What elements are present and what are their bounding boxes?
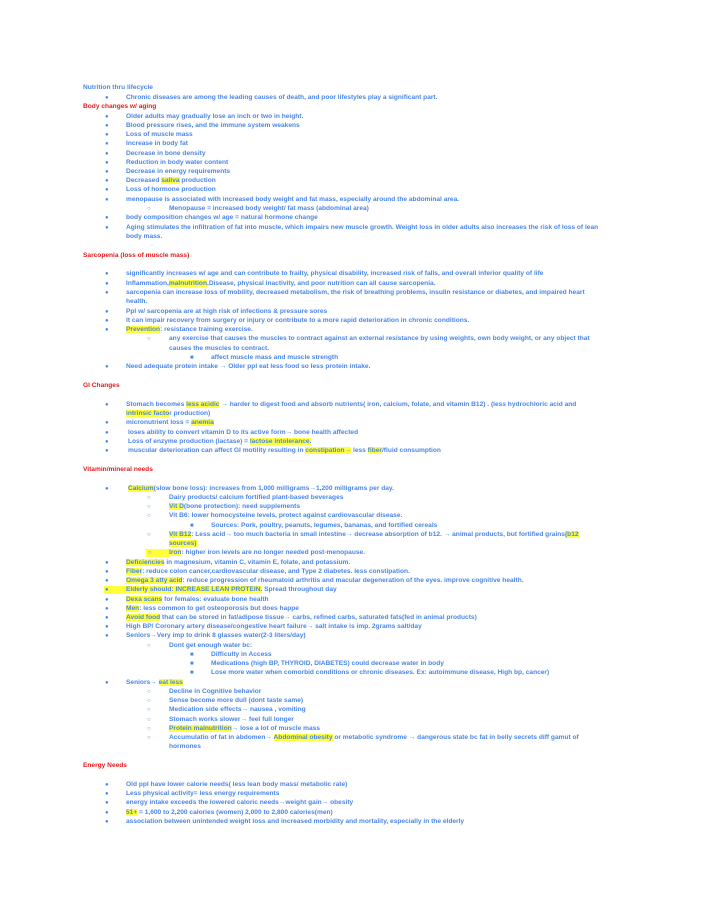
highlight: Deficiencies xyxy=(126,559,165,566)
bullet-icon: ● xyxy=(105,430,109,436)
list-item: Inflammation,malnutrition,Disease, physical inactivity, and poor nutrition can all cause sarcopenia. xyxy=(126,280,436,287)
bullet-icon: ● xyxy=(105,615,109,621)
bullet-icon: ● xyxy=(105,819,109,825)
highlight: intrinsic facto xyxy=(126,410,170,417)
list-item: Men: less common to get osteoporosis but does happe xyxy=(126,605,299,612)
list-item: muscular deterioration can affect GI motility resulting in constipation→ less fiber/fluid consumption xyxy=(128,447,441,454)
highlight: constipation→ xyxy=(305,447,352,454)
bullet-icon: ○ xyxy=(147,698,151,704)
list-item: Decrease in bone density xyxy=(126,150,206,157)
list-item: sarcopenia can increase loss of mobility, decreased metabolism, the risk of breathing problems, insulin resistance or diabetes, and impaired heart xyxy=(126,289,585,296)
bullet-icon: ● xyxy=(104,586,127,594)
bullet-icon: ● xyxy=(105,169,109,175)
list-item: association between unintended weight loss and increased morbidity and mortality, especially in the elderly xyxy=(126,818,465,825)
section-heading-sarcopenia: Sarcopenia (loss of muscle mass) xyxy=(83,252,190,259)
list-item: High BP/ Coronary artery disease/congestive heart failure→ salt intake is imp. 2grams salt/day xyxy=(126,623,422,630)
highlight: Men xyxy=(126,605,140,612)
bullet-icon: ● xyxy=(105,486,109,492)
bullet-icon: ● xyxy=(105,114,109,120)
list-item: Reduction in body water content xyxy=(126,159,229,166)
list-item-continued: causes the muscles to contract. xyxy=(169,345,270,352)
list-item-continued xyxy=(169,540,197,548)
list-item: Elderly should: INCREASE LEAN PROTEIN. Spread throughout day xyxy=(126,586,337,593)
bullet-icon: ● xyxy=(105,560,109,566)
highlight: Vit B12 xyxy=(169,531,192,538)
bullet-icon: ○ xyxy=(147,336,151,342)
highlight: Prevention xyxy=(126,326,161,333)
bullet-icon: ○ xyxy=(147,726,151,732)
list-item: loses ability to convert vitamin D to its active form→ bone health affected xyxy=(128,429,359,436)
document-title: Nutrition thru lifecycle xyxy=(83,84,153,91)
highlight: anemia xyxy=(191,419,214,426)
list-item: menopause is associated with increased body weight and fat mass, especially around the abdominal area. xyxy=(126,196,460,203)
bullet-icon: ● xyxy=(105,187,109,193)
highlight: Abdominal obesity xyxy=(273,734,333,741)
bullet-icon: ■ xyxy=(190,652,194,658)
bullet-icon: ○ xyxy=(147,735,151,741)
bullet-icon: ● xyxy=(105,800,109,806)
highlight: Elderly should: INCREASE LEAN PROTEIN. xyxy=(126,586,263,593)
list-item: Loss of enzyme production (lactase) = lactose intolerance. xyxy=(128,438,312,445)
list-item: Vit D(bone protection): need supplements xyxy=(169,503,301,510)
bullet-icon: ○ xyxy=(147,504,151,510)
highlight: Protein malnutrition xyxy=(169,725,232,732)
list-item: Aging stimulates the infiltration of fat into muscle, which impairs new muscle growth. Weight loss in older adults also increases the risk of loss of lean xyxy=(126,224,599,231)
bullet-icon: ● xyxy=(105,141,109,147)
bullet-icon: ○ xyxy=(147,707,151,713)
list-item: Deficiencies in magnesium, vitamin C, vitamin E, folate, and potassium. xyxy=(126,559,351,566)
list-item: Avoid food that can be stored in fat/adipose tissue→ carbs, refined carbs, saturated fats(fed in animal products) xyxy=(126,614,477,621)
bullet-icon: ● xyxy=(105,197,109,203)
bullet-icon: ○ xyxy=(147,717,151,723)
list-item: Seniors→ eat less xyxy=(126,679,183,686)
bullet-icon: ● xyxy=(105,309,109,315)
list-item: Less physical activity= less energy requirements xyxy=(126,790,280,797)
list-item: Old ppl have lower calorie needs( less lean body mass/ metabolic rate) xyxy=(126,781,348,788)
list-item: Sense become more dull (dont taste same) xyxy=(169,697,304,704)
highlight: Iron xyxy=(169,549,182,556)
bullet-icon: ● xyxy=(105,281,109,287)
list-item: micronutrient loss = anemia xyxy=(126,419,214,426)
list-item: Decreased saliva production xyxy=(126,177,216,184)
bullet-icon: ● xyxy=(105,782,109,788)
bullet-icon: ● xyxy=(105,439,109,445)
bullet-icon: ● xyxy=(105,810,109,816)
bullet-icon: ● xyxy=(105,290,109,296)
list-item: Blood pressure rises, and the immune system weakens xyxy=(126,122,300,129)
bullet-icon: ● xyxy=(105,160,109,166)
list-item: Protein malnutrition→ lose a lot of muscle mass xyxy=(169,725,320,732)
list-item: Difficulty in Access xyxy=(211,651,272,658)
list-item: Calcium(slow bone loss): increases from 1,000 milligrams→1,200 milligrams per day. xyxy=(128,485,394,492)
list-item: Decrease in energy requirements xyxy=(126,168,231,175)
highlight: sources) xyxy=(169,540,197,547)
list-item: Iron: higher iron levels are no longer needed post-menopause. xyxy=(169,549,366,556)
list-item: Menopause = increased body weight/ fat mass (abdominal area) xyxy=(169,205,369,212)
highlight: fiber xyxy=(367,447,382,454)
list-item: 51+ = 1,600 to 2,200 calories (women) 2,000 to 2,800 calories(men) xyxy=(126,809,333,816)
list-item: Medication side effects→ nausea , vomiting xyxy=(169,706,306,713)
list-item: significantly increases w/ age and can contribute to frailty, physical disability, increased risk of falls, and overall inferior quality of life xyxy=(126,270,544,277)
list-item-continued: intrinsic factor production) xyxy=(126,410,211,417)
list-item-continued: hormones xyxy=(169,743,201,750)
list-item: Fiber: reduce colon cancer,cardiovascular disease, and Type 2 diabetes. less constipation. xyxy=(126,568,410,575)
list-item: Prevention: resistance training exercise. xyxy=(126,326,253,333)
highlight: malnutrition xyxy=(168,280,207,287)
bullet-icon: ○ xyxy=(147,513,151,519)
list-item: energy intake exceeds the lowered caloric needs→weight gain→ obesity xyxy=(126,799,354,806)
bullet-icon: ● xyxy=(105,132,109,138)
highlight: 51+ xyxy=(126,809,138,816)
highlight: Calcium xyxy=(128,485,154,492)
intro-text: Chronic diseases are among the leading causes of death, and poor lifestyles play a significant part. xyxy=(126,94,438,101)
bullet-icon: ● xyxy=(105,327,109,333)
bullet-icon: ● xyxy=(105,318,109,324)
highlight: Avoid food xyxy=(126,614,161,621)
bullet-icon: ● xyxy=(105,151,109,157)
highlight: less acidic xyxy=(186,401,220,408)
list-item: Decline in Cognitive behavior xyxy=(169,688,262,695)
bullet-icon: ● xyxy=(105,95,109,101)
bullet-icon: ● xyxy=(105,178,109,184)
list-item: Sources: Pork, poultry, peanuts, legumes, bananas, and fortified cereals xyxy=(211,522,438,529)
list-item: Vit B12: Less acid→ too much bacteria in small intestine→ decrease absorption of b12. → animal products, but fortified grains(b12 xyxy=(169,531,579,538)
bullet-icon: ○ xyxy=(147,643,151,649)
highlight: (b12 xyxy=(564,531,579,538)
list-item: Medications (high BP, THYROID, DIABETES) could decrease water in body xyxy=(211,660,444,667)
bullet-icon: ● xyxy=(105,271,109,277)
list-item-continued: body mass. xyxy=(126,233,163,240)
list-item: body composition changes w/ age = natural hormone change xyxy=(126,214,318,221)
bullet-icon: ● xyxy=(105,680,109,686)
bullet-icon: ● xyxy=(105,578,109,584)
list-item: any exercise that causes the muscles to contract against an external resistance by using weights, own body weight, or any object that xyxy=(169,335,590,342)
bullet-icon: ● xyxy=(105,606,109,612)
list-item: Omega 3 atty acid: reduce progression of rheumatoid arthritis and macular degeneration of the eyes. improve cognitive health. xyxy=(126,577,524,584)
bullet-icon: ○ xyxy=(147,495,151,501)
section-heading-body-changes: Body changes w/ aging xyxy=(83,103,157,110)
list-item: Need adequate protein intake → Older ppl eat less food so less protein intake. xyxy=(126,363,371,370)
bullet-icon: ○ xyxy=(147,206,151,212)
bullet-icon: ● xyxy=(105,420,109,426)
list-item: Increase in body fat xyxy=(126,140,188,147)
list-item: Stomach works slower→ feel full longer xyxy=(169,716,294,723)
bullet-icon: ● xyxy=(105,364,109,370)
list-item: Dairy products/ calcium fortified plant-based beverages xyxy=(169,494,344,501)
highlight: Omega 3 atty acid xyxy=(126,577,183,584)
list-item: Older adults may gradually lose an inch or two in height. xyxy=(126,113,304,120)
bullet-icon: ● xyxy=(105,448,109,454)
highlight: Fiber xyxy=(126,568,143,575)
list-item: Loss of hormone production xyxy=(126,186,216,193)
bullet-icon: ■ xyxy=(190,661,194,667)
list-item: Stomach becomes less acidic → harder to digest food and absorb nutrients( iron, calcium, folate, and vitamin B12) . (less hydrochloric acid and xyxy=(126,401,577,408)
highlight: lactose intolerance. xyxy=(249,438,312,445)
bullet-icon: ● xyxy=(105,215,109,221)
list-item-continued: health. xyxy=(126,298,148,305)
bullet-icon: ● xyxy=(105,225,109,231)
list-item: Dexa scans for females: evaluate bone health xyxy=(126,596,269,603)
bullet-icon: ● xyxy=(105,624,109,630)
list-item: Lose more water when comorbid conditions or chronic diseases. Ex: autoimmune disease, High bp, cancer) xyxy=(211,669,550,676)
section-heading-energy-needs: Energy Needs xyxy=(83,762,127,769)
bullet-icon: ● xyxy=(105,569,109,575)
highlight: saliva xyxy=(161,177,180,184)
list-item: It can impair recovery from surgery or injury or contribute to a more rapid deterioration in chronic conditions. xyxy=(126,317,470,324)
bullet-icon: ○ xyxy=(147,532,151,538)
list-item: Ppl w/ sarcopenia are at high risk of infections & pressure sores xyxy=(126,308,328,315)
bullet-icon: ● xyxy=(105,791,109,797)
section-heading-gi-changes: GI Changes xyxy=(83,382,120,389)
bullet-icon: ● xyxy=(105,597,109,603)
bullet-icon: ○ xyxy=(146,549,170,557)
bullet-icon: ● xyxy=(105,633,109,639)
list-item: Dont get enough water bc: xyxy=(169,642,253,649)
bullet-icon: ● xyxy=(105,123,109,129)
list-item: Loss of muscle mass xyxy=(126,131,193,138)
bullet-icon: ○ xyxy=(147,689,151,695)
list-item: Seniors→Very imp to drink 8 glasses water(2-3 liters/day) xyxy=(126,632,306,639)
list-item: Vit B6: lower homocysteine levels, protect against cardiovascular disease. xyxy=(169,512,403,519)
highlight: Vit D xyxy=(169,503,184,510)
list-item: Accumulatio of fat in abdomen→ Abdominal obesity or metabolic syndrome → dangerous state bc fat in belly secrets diff gamut of xyxy=(169,734,579,741)
bullet-icon: ■ xyxy=(190,670,194,676)
bullet-icon: ● xyxy=(105,402,109,408)
bullet-icon: ■ xyxy=(190,523,194,529)
highlight: eat less xyxy=(158,679,183,686)
bullet-icon: ■ xyxy=(190,355,194,361)
list-item: affect muscle mass and muscle strength xyxy=(211,354,339,361)
highlight: Dexa scans xyxy=(126,596,163,603)
section-heading-vitamin-needs: Vitamin/mineral needs xyxy=(83,466,153,473)
